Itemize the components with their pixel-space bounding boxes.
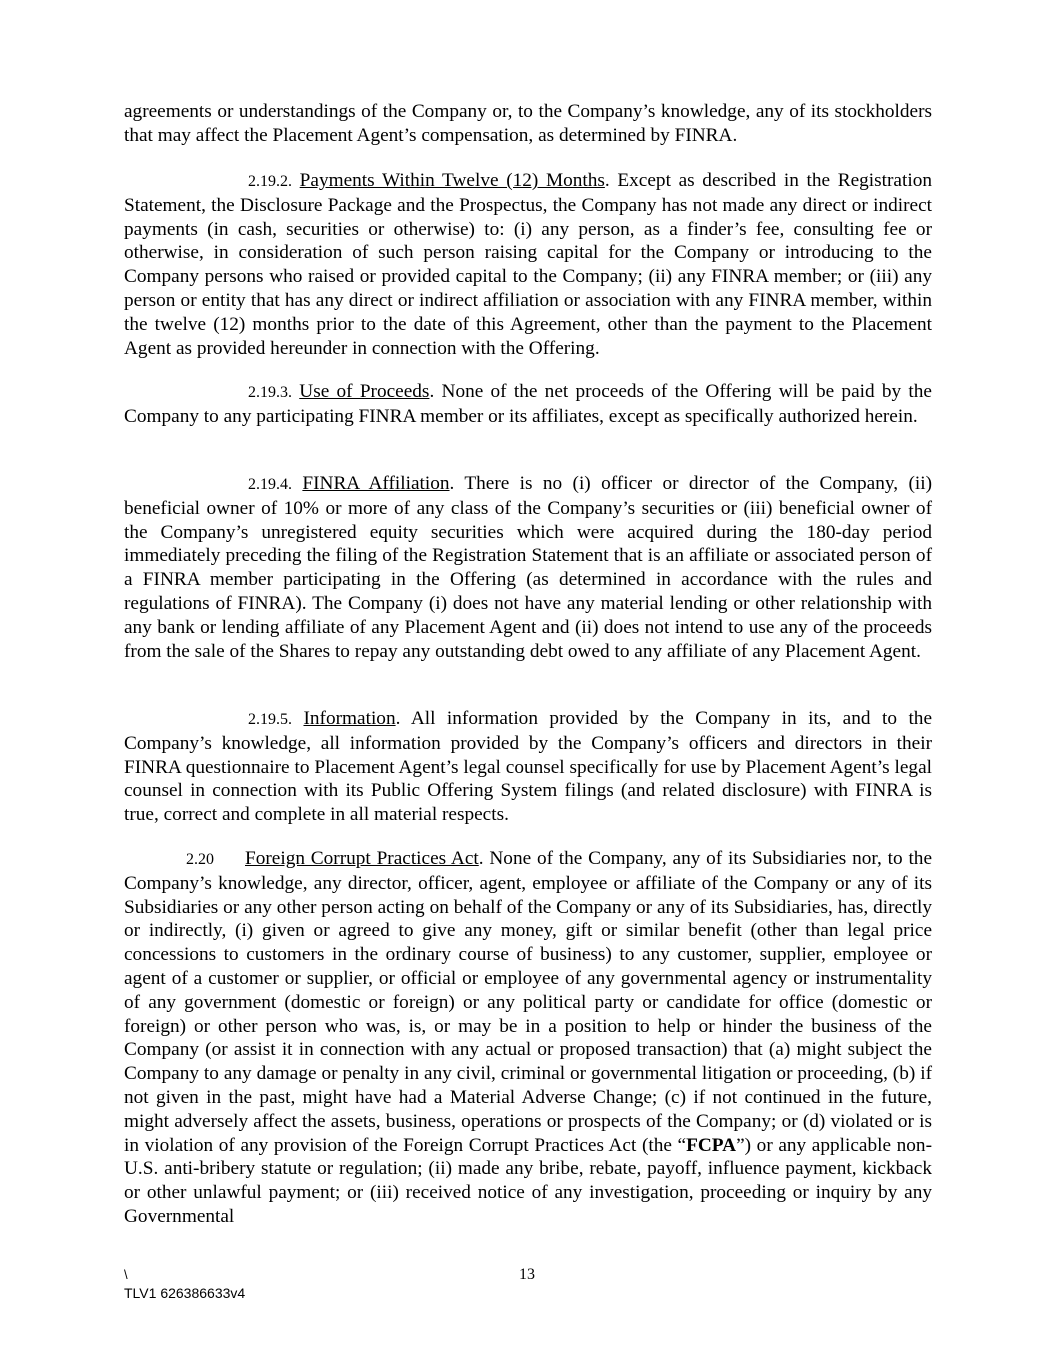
section-number: 2.20 [186,851,214,868]
section-body: . None of the Company, any of its Subsidiaries nor, to the Company’s knowledge, any director, officer, agent, employee or affiliate of the Company or any of its Subsidiaries or any other person acting on behalf of the Company or any of its Subsidiaries, has, directly or indirectly, (i) given or agreed to give any money, gift or similar benefit (other than legal price concessions to customers in the ordinary course of business) to any customer, supplier, employee or agent of a customer or supplier, or official or employee of any governmental agency or instrumentality of any government (domestic or foreign) or any political party or candidate for office (domestic or foreign) or other person who was, is, or may be in a position to help or hinder the business of the Company (or assist it in connection with any actual or proposed transaction) that (a) might subject the Company to any damage or penalty in any civil, criminal or governmental litigation or proceeding, (b) if not given in the past, might have had a Material Adverse Change; (c) if not continued in the future, might adversely affect the assets, business, operations or prospects of the Company; or (d) violated or is in violation of any provision of the Foreign Corrupt Practices Act (the “ [124,848,933,1156]
section-2-20 [124,847,932,1229]
section-body: . There is no (i) officer or director of the Company, (ii) beneficial owner of 10% or more of any class of the Company’s securities or (iii) beneficial owner of the Company’s unregistered equity securities which were acquired during the 180-day period immediately preceding the filing of the Registration Statement that is an affiliate or associated person of a FINRA member participating in the Offering (as determined in accordance with the rules and regulations of FINRA). The Company (i) does not have any material lending or other relationship with any bank or lending affiliate of any Placement Agent and (ii) does not intend to use any of the proceeds from the sale of the Shares to repay any outstanding debt owed to any affiliate of any Placement Agent. [124,473,933,662]
section-2-19-5 [124,707,932,827]
section-2-19-3 [124,380,932,429]
section-2-19-4 [124,472,932,663]
section-number: 2.19.5. [248,711,292,728]
section-body: . None of the net proceeds of the Offering will be paid by the Company to any participating FINRA member or its affiliates, except as specifically authorized herein. [124,381,932,427]
section-heading: FINRA Affiliation [302,473,450,494]
footer-slash: \ [124,1267,128,1282]
document-id: TLV1 626386633v4 [124,1285,246,1301]
section-number: 2.19.4. [248,476,292,493]
section-number: 2.19.3. [248,384,292,401]
intro-paragraph: agreements or understandings of the Company or, to the Company’s knowledge, any of its stockholders that may affect the Placement Agent’s compensation, as determined by FINRA. [124,101,932,146]
page-number: 13 [519,1266,535,1283]
section-heading: Payments Within Twelve (12) Months [299,170,605,191]
section-heading: Foreign Corrupt Practices Act [245,848,479,869]
section-body-continued: ”) or any applicable non-U.S. anti-bribery statute or regulation; (ii) made any bribe, rebate, payoff, influence payment, kickback or other unlawful payment; or (iii) received notice of any investigation, proceeding or inquiry by any Governmental [124,1134,932,1227]
section-heading: Information [303,708,396,729]
section-number: 2.19.2. [248,173,292,190]
section-body: . Except as described in the Registration Statement, the Disclosure Package and the Prospectus, the Company has not made any direct or indirect payments (in cash, securities or otherwise) to: (i) any person, as a finder’s fee, consulting fee or otherwise, in consideration of such person raising capital for the Company or introducing to the Company persons who raised or provided capital to the Company; (ii) any FINRA member; or (iii) any person or entity that has any direct or indirect affiliation or association with any FINRA member, within the twelve (12) months prior to the date of this Agreement, other than the payment to the Placement Agent as provided hereunder in connection with the Offering. [124,170,932,359]
defined-term-fcpa: FCPA [686,1134,737,1156]
section-body: . All information provided by the Company in its, and to the Company’s knowledge, all information provided by the Company’s officers and directors in their FINRA questionnaire to Placement Agent’s legal counsel specifically for use by Placement Agent’s legal counsel in connection with its Public Offering System filings (and related disclosure) with FINRA is true, correct and complete in all material respects. [124,708,932,826]
section-2-19-2 [124,169,932,360]
section-heading: Use of Proceeds [299,381,430,402]
